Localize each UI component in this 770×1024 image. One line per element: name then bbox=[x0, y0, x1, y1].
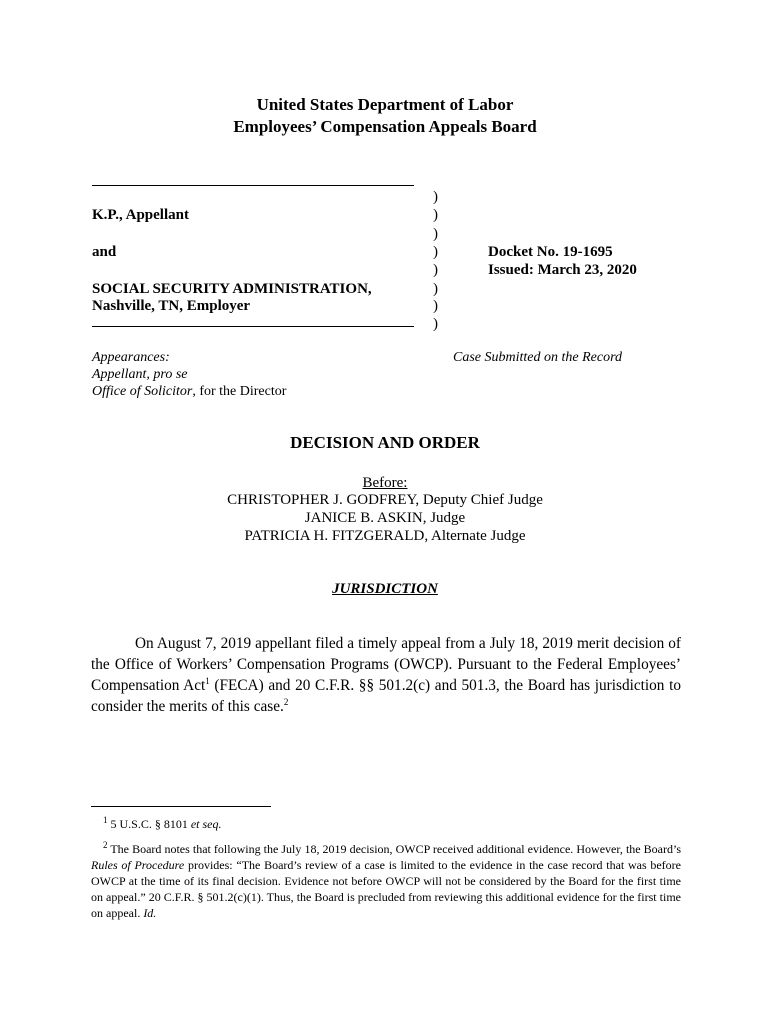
judge-3: PATRICIA H. FITZGERALD, Alternate Judge bbox=[244, 528, 526, 544]
caption-paren: ) bbox=[433, 281, 438, 297]
caption-paren: ) bbox=[433, 316, 438, 332]
caption-paren: ) bbox=[433, 244, 438, 260]
appearances-label: Appearances: bbox=[92, 350, 170, 365]
before-label: Before: bbox=[362, 475, 408, 491]
employer-name: SOCIAL SECURITY ADMINISTRATION, bbox=[92, 281, 372, 297]
caption-top-rule bbox=[92, 185, 414, 186]
jurisdiction-text-1: On August 7, 2019 appellant filed a timely appeal from a July 18, 2019 merit decision of the Office of Workers’ Compensation Programs (OWCP). Pursuant to the Federal Employees’ Compensation Act bbox=[91, 635, 681, 694]
caption-paren: ) bbox=[433, 298, 438, 314]
jurisdiction-paragraph bbox=[91, 633, 681, 717]
agency-title: United States Department of Labor bbox=[256, 95, 514, 114]
caption-bottom-rule bbox=[92, 326, 414, 327]
footnote-2 bbox=[91, 841, 681, 921]
employer-location: Nashville, TN, Employer bbox=[92, 298, 251, 314]
footnote-2-id: Id. bbox=[143, 906, 157, 920]
footnote-separator bbox=[91, 806, 271, 807]
footnote-ref-2[interactable]: 2 bbox=[283, 696, 289, 707]
footnote-2-number: 2 bbox=[103, 840, 108, 850]
appearance-appellant: Appellant, pro se bbox=[92, 367, 188, 382]
footnote-2-text-a: The Board notes that following the July 18, 2019 decision, OWCP received additional evidence. However, the Board’s bbox=[107, 842, 681, 856]
caption-paren: ) bbox=[433, 189, 438, 205]
footnote-ref-1[interactable]: 1 bbox=[205, 675, 210, 686]
footnote-2-text-b: provides: “The Board’s review of a case is limited to the evidence in the case record that was before OWCP at the time of its final decision. Evidence not before OWCP will not be considered by the Board for the first time on appeal.” 20 C.F.R. § 501.2(c)(1). Thus, the Board is precluded from reviewing this additional evidence for the first time on appeal. bbox=[91, 858, 681, 920]
caption-paren: ) bbox=[433, 226, 438, 242]
footnote-1 bbox=[91, 816, 681, 832]
judge-1: CHRISTOPHER J. GODFREY, Deputy Chief Judge bbox=[227, 492, 543, 508]
solicitor-role: , for the Director bbox=[192, 384, 287, 399]
caption-paren: ) bbox=[433, 207, 438, 223]
footnote-2-rules: Rules of Procedure bbox=[91, 858, 185, 872]
jurisdiction-text-2: (FECA) and 20 C.F.R. §§ 501.2(c) and 501.3, the Board has jurisdiction to consider the merits of this case. bbox=[91, 677, 681, 715]
judge-2: JANICE B. ASKIN, Judge bbox=[304, 510, 466, 526]
footnote-1-number: 1 bbox=[103, 815, 108, 825]
case-submitted: Case Submitted on the Record bbox=[453, 350, 623, 365]
footnote-1-italic: et seq. bbox=[190, 817, 222, 831]
footnote-1-text: 5 U.S.C. § 8101 bbox=[107, 817, 191, 831]
issued-date: Issued: March 23, 2020 bbox=[488, 262, 637, 278]
board-title: Employees’ Compensation Appeals Board bbox=[233, 117, 537, 136]
caption-and: and bbox=[92, 244, 117, 260]
docket-number: Docket No. 19-1695 bbox=[488, 244, 613, 260]
appellant-name: K.P., Appellant bbox=[92, 207, 189, 223]
decision-title: DECISION AND ORDER bbox=[290, 433, 480, 452]
appearance-solicitor bbox=[92, 383, 286, 400]
solicitor-office: Office of Solicitor bbox=[92, 384, 193, 399]
caption-paren: ) bbox=[433, 262, 438, 278]
jurisdiction-heading: JURISDICTION bbox=[332, 581, 438, 597]
